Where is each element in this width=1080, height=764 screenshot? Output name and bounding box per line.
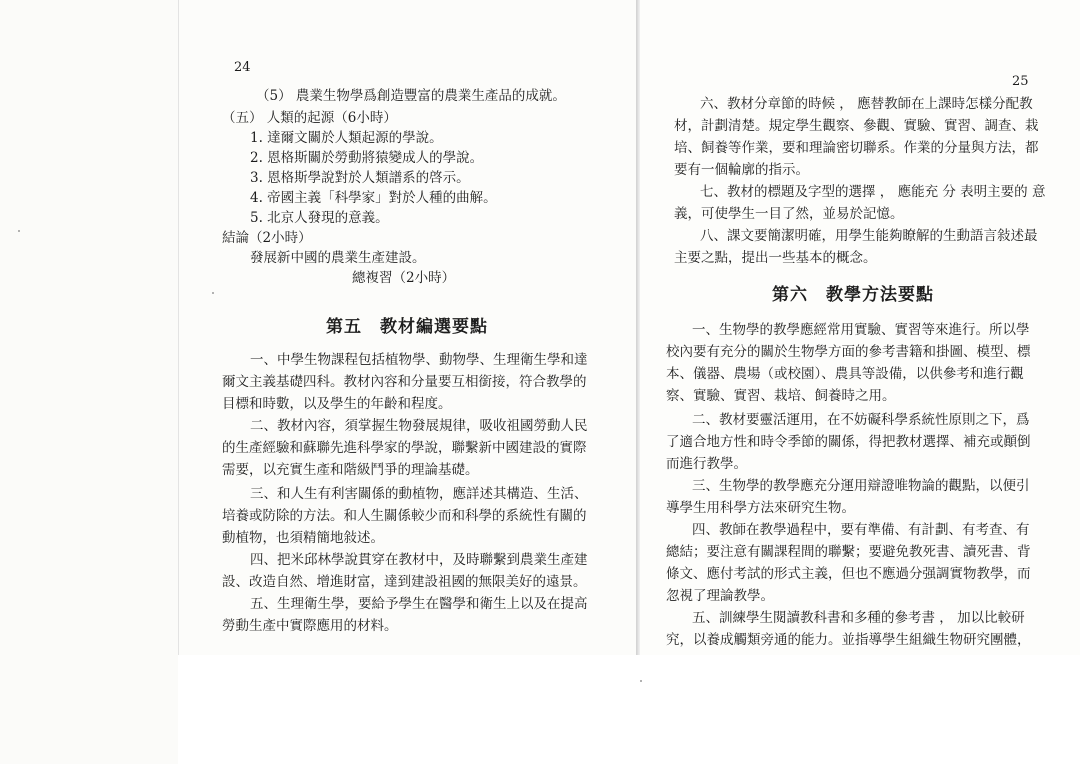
outline-line: 5. 北京人發現的意義。 (250, 210, 389, 226)
paragraph-line: 察、實驗、實習、栽培、飼養時之用。 (666, 388, 896, 404)
paragraph-line: 條文、應付考試的形式主義，但也不應過分强調實物教學，而 (666, 566, 1031, 582)
paper-speck (212, 292, 214, 294)
paragraph-line: 材，計劃清楚。規定學生觀察、參觀、實驗、實習、調查、栽 (674, 118, 1039, 134)
outline-line: 結論（2小時） (222, 230, 312, 246)
page-bottom-margin (178, 655, 1080, 764)
paragraph-line: 五、生理衛生學，要給予學生在醫學和衛生上以及在提高 (250, 596, 588, 612)
paragraph-line: 七、教材的標題及字型的選擇 ， 應能充 分 表明主要的 意 (700, 184, 1046, 200)
outline-line: 1. 達爾文關於人類起源的學說。 (250, 130, 443, 146)
paragraph-line: 導學生用科學方法來研究生物。 (666, 500, 855, 516)
paragraph-line: 究，以養成觸類旁通的能力。並指導學生組織生物研究團體， (666, 632, 1031, 648)
paragraph-line: 一、中學生物課程包括植物學、動物學、生理衛生學和達 (250, 352, 588, 368)
paragraph-line: 爾文主義基礎四科。教材內容和分量要互相銜接，符合教學的 (222, 374, 587, 390)
right-page (640, 0, 1080, 764)
paragraph-line: 四、把米邱林學說貫穿在教材中，及時聯繫到農業生產建 (250, 552, 588, 568)
paragraph-line: 二、教材內容，須掌握生物發展規律，吸收祖國勞動人民 (250, 418, 588, 434)
paragraph-line: 要有一個輪廓的指示。 (674, 162, 809, 178)
outline-line: 3. 恩格斯學說對於人類譜系的啓示。 (250, 170, 470, 186)
paragraph-line: 動植物，也須精簡地敍述。 (222, 530, 384, 546)
section-title: 第五 教材編選要點 (326, 317, 488, 337)
outline-line: 2. 恩格斯關於勞動將猿變成人的學說。 (250, 150, 484, 166)
page-number: 24 (234, 60, 251, 75)
paragraph-line: 忽視了理論教學。 (666, 588, 774, 604)
paper-speck (18, 230, 20, 232)
paragraph-line: 三、生物學的教學應充分運用辯證唯物論的觀點，以便引 (692, 478, 1030, 494)
paragraph-line: 校內要有充分的關於生物學方面的參考書籍和掛圖、模型、標 (666, 344, 1031, 360)
section-title: 第六 教學方法要點 (772, 285, 934, 305)
paragraph-line: 而進行教學。 (666, 456, 747, 472)
paragraph-line: 二、教材要靈活運用，在不妨礙科學系統性原則之下，爲 (692, 412, 1030, 428)
paragraph-line: 本、儀器、農場（或校園）、農具等設備，以供參考和進行觀 (666, 366, 1024, 382)
paragraph-line: 一、生物學的教學應經常用實驗、實習等來進行。所以學 (692, 322, 1030, 338)
outline-line: （五） 人類的起源（6小時） (222, 110, 397, 126)
paragraph-line: 設、改造自然、增進財富，達到建設祖國的無限美好的遠景。 (222, 574, 587, 590)
paragraph-line: 五、訓練學生閱讀教科書和多種的參考書 ， 加以比較研 (692, 610, 1025, 626)
paragraph-line: 八、課文要簡潔明確，用學生能夠瞭解的生動語言敍述最 (700, 228, 1038, 244)
paragraph-line: 培、飼養等作業，要和理論密切聯系。作業的分量與方法，都 (674, 140, 1039, 156)
paragraph-line: 主要之點，提出一些基本的概念。 (674, 250, 877, 266)
outline-line: 4. 帝國主義「科學家」對於人種的曲解。 (250, 190, 497, 206)
outline-line: （5） 農業生物學爲創造豐富的農業生產品的成就。 (256, 88, 566, 104)
paragraph-line: 的生產經驗和蘇聯先進科學家的學說，聯繫新中國建設的實際 (222, 440, 587, 456)
paragraph-line: 義，可使學生一目了然，並易於記憶。 (674, 206, 904, 222)
paragraph-line: 六、教材分章節的時候 ， 應替教師在上課時怎樣分配教 (700, 96, 1033, 112)
paragraph-line: 三、和人生有利害關係的動植物，應詳述其構造、生活、 (250, 486, 588, 502)
paper-speck (640, 680, 642, 682)
paragraph-line: 目標和時數，以及學生的年齡和程度。 (222, 396, 452, 412)
paragraph-line: 四、教師在教學過程中，要有準備、有計劃、有考查、有 (692, 522, 1030, 538)
paragraph-line: 培養或防除的方法。和人生關係較少而和科學的系統性有關的 (222, 508, 587, 524)
outline-line: 發展新中國的農業生產建設。 (250, 250, 426, 266)
outline-line: 總複習（2小時） (352, 270, 456, 286)
paragraph-line: 勞動生產中實際應用的材料。 (222, 618, 398, 634)
paragraph-line: 需要，以充實生產和階級鬥爭的理論基礎。 (222, 462, 479, 478)
paragraph-line: 了適合地方性和時令季節的關係，得把教材選擇、補充或顚倒 (666, 434, 1031, 450)
paragraph-line: 總結；要注意有關課程間的聯繫；要避免教死書、讀死書、背 (666, 544, 1031, 560)
page-number: 25 (1012, 74, 1029, 89)
